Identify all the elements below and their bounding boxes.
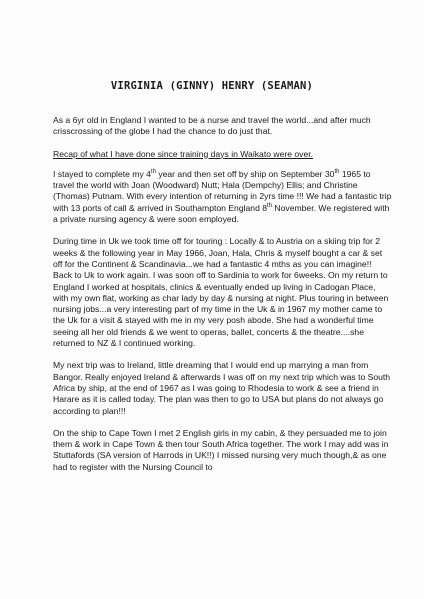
text-segment: 1965 to travel the world with Joan (Woodward) Nutt; Hala (Dempchy) Ellis; and Christine (Thomas) Putnam. With every intention of returning in 2yrs time !!! We had a fantastic trip with 13 ports of call & arrived in Southampton England 8 <box>53 168 392 213</box>
paragraph-cape-town: On the ship to Cape Town I met 2 English girls in my cabin, & they persuaded me to join them & work in Cape Town & then tour South Africa together. The work I may add was in Stuttafords (SA version of Harrods in UK!!) I missed nursing very much though,& as one had to register with the Nursing Council to <box>53 427 389 472</box>
superscript-th: th <box>150 169 156 176</box>
text-segment: November. We registered with a private nursing agency & were soon employed. <box>53 202 390 225</box>
superscript-th: th <box>267 202 273 209</box>
superscript-th: th <box>334 169 340 176</box>
paragraph-intro: As a 6yr old in England I wanted to be a nurse and travel the world...and after much crisscrossing of the globe I had the chance to do just that. <box>53 115 371 137</box>
paragraph-travel <box>53 169 393 225</box>
document-title: VIRGINIA (GINNY) HENRY (SEAMAN) <box>110 80 314 92</box>
document-body <box>53 115 393 473</box>
paragraph-uk-work: Back to Uk to work again. I was soon off to Sardinia to work for 6weeks. On my return to England I worked at hospitals, clinics & eventually ended up living in Cadogan Place, with my own flat, working as char lady by day & nursing at night. Plus touring in between nursing jobs...a very interesting part of my time in the Uk & in 1967 my mother came to the Uk for a visit & stayed with me in my very posh abode. She had a wonderful time seeing all her old friends & we went to operas, ballet, concerts & the theatre....she returned to NZ & I continued working. <box>53 270 389 349</box>
paragraph-touring: During time in Uk we took time off for touring : Locally & to Austria on a skiing trip for 2 weeks & the following year in May 1966, Joan, Hala, Chris & myself bought a car & set off for the Continent & Scandinavia...we had a fantastic 4 mths as you can imagine!! <box>53 236 383 269</box>
paragraph-ireland: My next trip was to Ireland, little dreaming that I would end up marrying a man from Bangor. Really enjoyed Ireland & afterwards I was off on my next trip which was to South Africa by ship, at the end of 1967 as I was going to Rhodesia to work & see a friend in Harare as it is called today. The plan was then to go to USA but plans do not always go according to plan!!! <box>53 360 391 416</box>
recap-heading: Recap of what I have done since training days in Waikato were over. <box>53 148 314 159</box>
text-segment: I stayed to complete my 4 <box>53 168 151 179</box>
text-segment: year and then set off by ship on September 30 <box>155 168 335 179</box>
